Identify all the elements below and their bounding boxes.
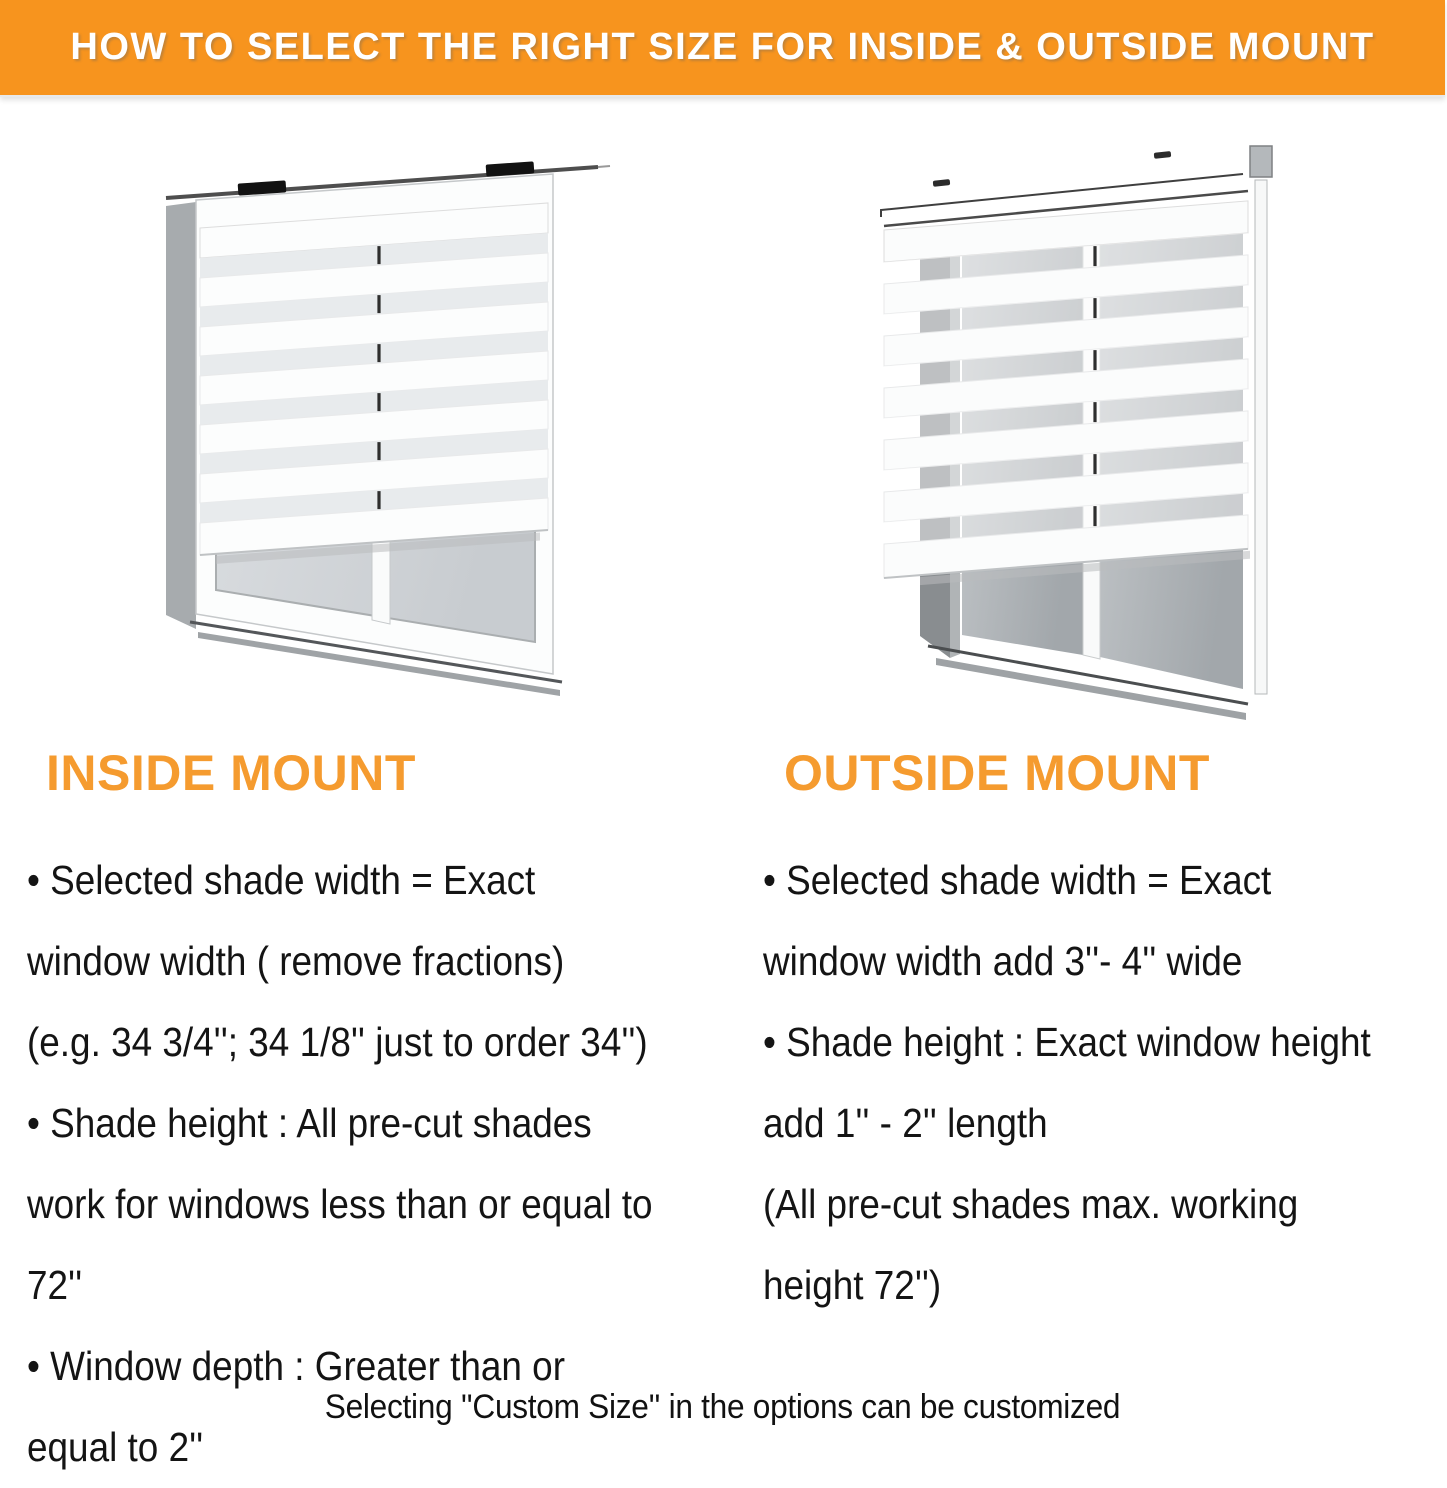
zebra-shade (884, 191, 1250, 585)
page-title: HOW TO SELECT THE RIGHT SIZE FOR INSIDE & OUTSIDE MOUNT (70, 26, 1375, 68)
bullet-line: (All pre-cut shades max. working (763, 1181, 1299, 1227)
header-banner (0, 0, 1445, 97)
outside-mount-heading: OUTSIDE MOUNT (784, 745, 1210, 801)
bullet-line: equal to 2'' (27, 1424, 204, 1470)
bullet-line: add 1'' - 2'' length (763, 1100, 1048, 1146)
bullet-line: window width add 3''- 4'' wide (763, 938, 1243, 984)
bullet-line: • Window depth : Greater than or (27, 1343, 565, 1389)
custom-size-note: Selecting ''Custom Size'' in the options can be customized (324, 1388, 1121, 1426)
bullet-line: 72'' (27, 1262, 83, 1308)
zebra-shade (200, 203, 548, 564)
inside-mount-illustration (150, 142, 620, 702)
bullet-line: (e.g. 34 3/4''; 34 1/8'' just to order 34'') (27, 1019, 648, 1065)
bullet-line: • Shade height : Exact window height (763, 1019, 1371, 1065)
bullet-line: work for windows less than or equal to (27, 1181, 653, 1227)
outside-mount-illustration (858, 138, 1318, 748)
bullet-line: • Shade height : All pre-cut shades (27, 1100, 592, 1146)
inside-mount-heading: INSIDE MOUNT (46, 745, 416, 801)
bullet-line: height 72'') (763, 1262, 942, 1308)
outside-mount-instructions (763, 840, 1447, 1326)
bullet-line: • Selected shade width = Exact (27, 857, 536, 903)
bullet-line: window width ( remove fractions) (27, 938, 565, 984)
bullet-line: • Selected shade width = Exact (763, 857, 1272, 903)
